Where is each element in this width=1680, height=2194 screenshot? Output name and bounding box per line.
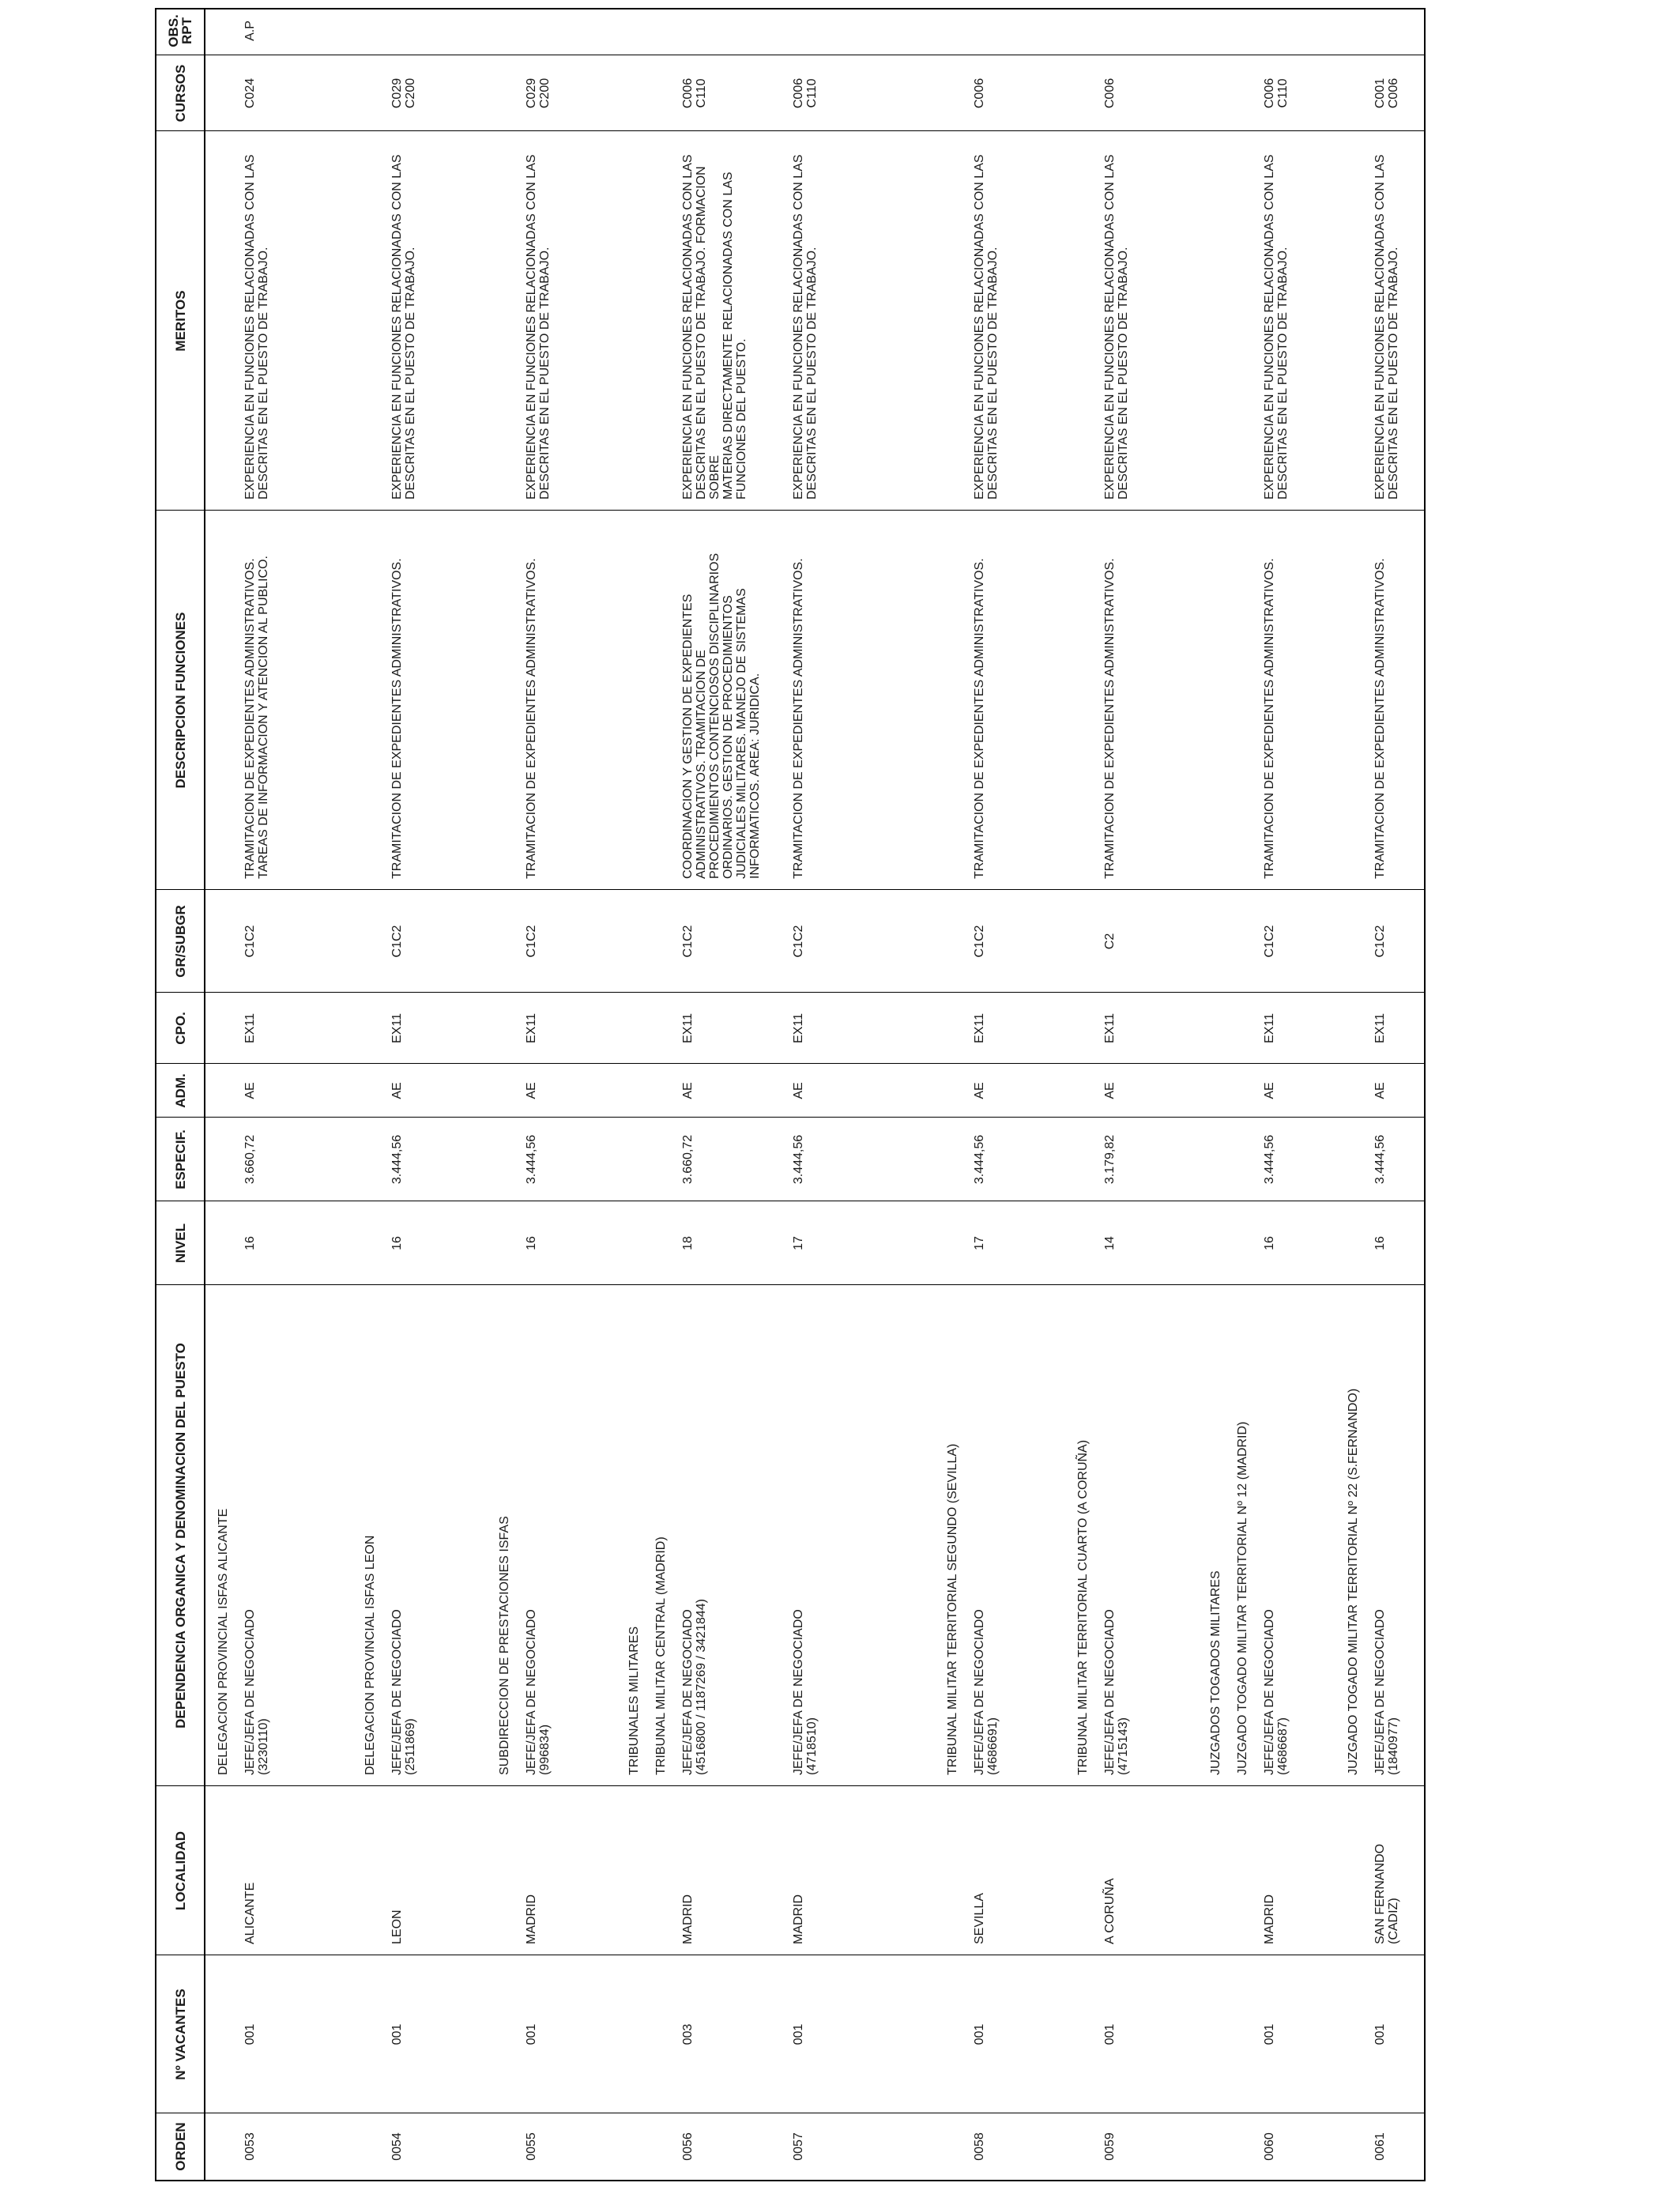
position-title: JEFE/JEFA DE NEGOCIADO (4718510) — [792, 1609, 819, 1775]
corps: EX11 — [243, 1013, 257, 1043]
table-header — [156, 9, 205, 2180]
functions-description: TRAMITACION DE EXPEDIENTES ADMINISTRATIVOS. — [973, 558, 986, 879]
vacancies-count: 001 — [1263, 2023, 1276, 2045]
organization-label: JUZGADOS TOGADOS MILITARES — [1209, 1570, 1222, 1775]
position-title: JEFE/JEFA DE NEGOCIADO (4686687) — [1263, 1609, 1290, 1775]
level: 16 — [1263, 1236, 1276, 1250]
locality: MADRID — [681, 1894, 695, 1944]
vacancies-count: 001 — [243, 2023, 257, 2045]
order-number: 0055 — [525, 2132, 538, 2161]
position-title: JEFE/JEFA DE NEGOCIADO (996834) — [525, 1609, 552, 1775]
group-subgroup: C1C2 — [525, 925, 538, 958]
specific-supplement: 3.179,82 — [1103, 1134, 1117, 1185]
header-grsubgr: GR/SUBGR — [172, 905, 188, 978]
vacancies-count: 001 — [525, 2023, 538, 2045]
order-number: 0058 — [973, 2132, 986, 2161]
position-title: JEFE/JEFA DE NEGOCIADO (4516800 / 1187269 / 3421844) — [681, 1598, 708, 1775]
header-orden: ORDEN — [172, 2122, 188, 2171]
level: 16 — [390, 1236, 404, 1250]
functions-description: TRAMITACION DE EXPEDIENTES ADMINISTRATIVOS. — [1263, 558, 1276, 879]
courses: C006 C110 — [681, 77, 708, 109]
specific-supplement: 3.444,56 — [390, 1134, 404, 1185]
vacancies-count: 001 — [390, 2023, 404, 2045]
organization-label: JUZGADO TOGADO MILITAR TERRITORIAL Nº 12 (MADRID) — [1236, 1421, 1249, 1775]
header-vacantes: Nº VACANTES — [172, 1989, 188, 2080]
header-localidad: LOCALIDAD — [172, 1830, 188, 1911]
order-number: 0059 — [1103, 2132, 1117, 2161]
group-subgroup: C1C2 — [243, 925, 257, 958]
position-title: JEFE/JEFA DE NEGOCIADO (2511869) — [390, 1609, 417, 1775]
courses: C024 — [243, 77, 257, 109]
administration: AE — [1263, 1082, 1276, 1099]
group-subgroup: C2 — [1103, 933, 1117, 950]
locality: MADRID — [1263, 1894, 1276, 1944]
column-divider — [156, 1117, 1424, 1118]
position-title: JEFE/JEFA DE NEGOCIADO (3230110) — [243, 1609, 270, 1775]
locality: ALICANTE — [243, 1882, 257, 1944]
header-nivel: NIVEL — [172, 1223, 188, 1264]
level: 18 — [681, 1236, 695, 1250]
level: 17 — [792, 1236, 805, 1250]
vacancies-count: 001 — [792, 2023, 805, 2045]
position-title: JEFE/JEFA DE NEGOCIADO (4715143) — [1103, 1609, 1130, 1775]
order-number: 0054 — [390, 2132, 404, 2161]
merits: EXPERIENCIA EN FUNCIONES RELACIONADAS CON LAS DESCRITAS EN EL PUESTO DE TRABAJO. — [792, 154, 819, 499]
vacancies-count: 003 — [681, 2023, 695, 2045]
corps: EX11 — [681, 1013, 695, 1043]
corps: EX11 — [1103, 1013, 1117, 1043]
functions-description: COORDINACION Y GESTION DE EXPEDIENTES ADMINISTRATIVOS. TRAMITACION DE PROCEDIMIENTOS CONTENCIOSOS DISCIPLINARIOS ORDINARIOS. GESTION DE PROCEDIMIENTOS JUDICIALES MILITARES. MANEJO DE SISTEMAS INFORMATICOS. AREA: JURIDICA. — [681, 552, 762, 879]
locality: MADRID — [525, 1894, 538, 1944]
organization-label: SUBDIRECCION DE PRESTACIONES ISFAS — [498, 1516, 511, 1775]
functions-description: TRAMITACION DE EXPEDIENTES ADMINISTRATIVOS. — [1373, 558, 1387, 879]
specific-supplement: 3.444,56 — [525, 1134, 538, 1185]
header-especif: ESPECIF. — [172, 1129, 188, 1189]
header-adm: ADM. — [172, 1073, 188, 1108]
order-number: 0061 — [1373, 2132, 1387, 2161]
header-cursos: CURSOS — [172, 64, 188, 123]
order-number: 0056 — [681, 2132, 695, 2161]
level: 16 — [1373, 1236, 1387, 1250]
merits: EXPERIENCIA EN FUNCIONES RELACIONADAS CON LAS DESCRITAS EN EL PUESTO DE TRABAJO. — [243, 154, 270, 499]
courses: C001 C006 — [1373, 77, 1400, 109]
locality: A CORUÑA — [1103, 1878, 1117, 1944]
administration: AE — [243, 1082, 257, 1099]
level: 17 — [973, 1236, 986, 1250]
administration: AE — [390, 1082, 404, 1099]
corps: EX11 — [792, 1013, 805, 1043]
courses: C006 C110 — [792, 77, 819, 109]
level: 16 — [525, 1236, 538, 1250]
functions-description: TRAMITACION DE EXPEDIENTES ADMINISTRATIVOS. — [390, 558, 404, 879]
group-subgroup: C1C2 — [973, 925, 986, 958]
functions-description: TRAMITACION DE EXPEDIENTES ADMINISTRATIVOS. TAREAS DE INFORMACION Y ATENCION AL PUBLICO. — [243, 556, 270, 879]
corps: EX11 — [525, 1013, 538, 1043]
position-title: JEFE/JEFA DE NEGOCIADO (4686691) — [973, 1609, 1000, 1775]
courses: C029 C200 — [390, 77, 417, 109]
organization-label: DELEGACION PROVINCIAL ISFAS ALICANTE — [217, 1508, 230, 1775]
locality: LEON — [390, 1909, 404, 1944]
header-obs: OBS. RPT — [166, 14, 194, 47]
column-divider — [156, 130, 1424, 131]
courses: C029 C200 — [525, 77, 552, 109]
column-divider — [156, 889, 1424, 890]
order-number: 0053 — [243, 2132, 257, 2161]
column-divider — [156, 510, 1424, 511]
corps: EX11 — [1263, 1013, 1276, 1043]
rotated-table-page — [155, 8, 1426, 2181]
functions-description: TRAMITACION DE EXPEDIENTES ADMINISTRATIVOS. — [1103, 558, 1117, 879]
group-subgroup: C1C2 — [390, 925, 404, 958]
specific-supplement: 3.444,56 — [1373, 1134, 1387, 1185]
administration: AE — [973, 1082, 986, 1099]
column-divider — [156, 1785, 1424, 1786]
merits: EXPERIENCIA EN FUNCIONES RELACIONADAS CON LAS DESCRITAS EN EL PUESTO DE TRABAJO. — [390, 154, 417, 499]
header-cpo: CPO. — [172, 1012, 188, 1045]
organization-label: TRIBUNALES MILITARES — [627, 1626, 641, 1775]
administration: AE — [1373, 1082, 1387, 1099]
organization-label: TRIBUNAL MILITAR TERRITORIAL SEGUNDO (SEVILLA) — [946, 1443, 959, 1775]
header-meritos: MERITOS — [172, 290, 188, 352]
specific-supplement: 3.660,72 — [681, 1134, 695, 1185]
corps: EX11 — [1373, 1013, 1387, 1043]
specific-supplement: 3.444,56 — [973, 1134, 986, 1185]
administration: AE — [525, 1082, 538, 1099]
specific-supplement: 3.660,72 — [243, 1134, 257, 1185]
courses: C006 — [1103, 77, 1117, 109]
group-subgroup: C1C2 — [1263, 925, 1276, 958]
merits: EXPERIENCIA EN FUNCIONES RELACIONADAS CON LAS DESCRITAS EN EL PUESTO DE TRABAJO. — [973, 154, 1000, 499]
header-dependencia: DEPENDENCIA ORGANICA Y DENOMINACION DEL PUESTO — [172, 1343, 188, 1728]
order-number: 0060 — [1263, 2132, 1276, 2161]
administration: AE — [792, 1082, 805, 1099]
vacancies-count: 001 — [973, 2023, 986, 2045]
merits: EXPERIENCIA EN FUNCIONES RELACIONADAS CON LAS DESCRITAS EN EL PUESTO DE TRABAJO. FORMACION SOBRE MATERIAS DIRECTAMENTE RELACIONADAS CON LAS FUNCIONES DEL PUESTO. — [681, 154, 748, 499]
locality: SAN FERNANDO (CADIZ) — [1373, 1843, 1400, 1944]
organization-label: DELEGACION PROVINCIAL ISFAS LEON — [363, 1535, 377, 1775]
courses: C006 — [973, 77, 986, 109]
observations: A.P — [243, 21, 257, 41]
position-title: JEFE/JEFA DE NEGOCIADO (1840977) — [1373, 1609, 1400, 1775]
group-subgroup: C1C2 — [792, 925, 805, 958]
order-number: 0057 — [792, 2132, 805, 2161]
merits: EXPERIENCIA EN FUNCIONES RELACIONADAS CON LAS DESCRITAS EN EL PUESTO DE TRABAJO. — [1263, 154, 1290, 499]
organization-label: TRIBUNAL MILITAR CENTRAL (MADRID) — [654, 1536, 668, 1775]
merits: EXPERIENCIA EN FUNCIONES RELACIONADAS CON LAS DESCRITAS EN EL PUESTO DE TRABAJO. — [525, 154, 552, 499]
locality: MADRID — [792, 1894, 805, 1944]
column-divider — [156, 1284, 1424, 1285]
group-subgroup: C1C2 — [1373, 925, 1387, 958]
courses: C006 C110 — [1263, 77, 1290, 109]
administration: AE — [1103, 1082, 1117, 1099]
organization-label: JUZGADO TOGADO MILITAR TERRITORIAL Nº 22 (S.FERNANDO) — [1347, 1388, 1360, 1775]
header-funciones: DESCRIPCION FUNCIONES — [172, 612, 188, 789]
corps: EX11 — [973, 1013, 986, 1043]
locality: SEVILLA — [973, 1893, 986, 1944]
functions-description: TRAMITACION DE EXPEDIENTES ADMINISTRATIVOS. — [792, 558, 805, 879]
vacancies-count: 001 — [1103, 2023, 1117, 2045]
group-subgroup: C1C2 — [681, 925, 695, 958]
administration: AE — [681, 1082, 695, 1099]
vacancies-count: 001 — [1373, 2023, 1387, 2045]
functions-description: TRAMITACION DE EXPEDIENTES ADMINISTRATIVOS. — [525, 558, 538, 879]
corps: EX11 — [390, 1013, 404, 1043]
level: 16 — [243, 1236, 257, 1250]
specific-supplement: 3.444,56 — [792, 1134, 805, 1185]
organization-label: TRIBUNAL MILITAR TERRITORIAL CUARTO (A CORUÑA) — [1076, 1439, 1090, 1775]
column-divider — [156, 992, 1424, 993]
column-divider — [156, 1063, 1424, 1064]
merits: EXPERIENCIA EN FUNCIONES RELACIONADAS CON LAS DESCRITAS EN EL PUESTO DE TRABAJO. — [1373, 154, 1400, 499]
merits: EXPERIENCIA EN FUNCIONES RELACIONADAS CON LAS DESCRITAS EN EL PUESTO DE TRABAJO. — [1103, 154, 1130, 499]
level: 14 — [1103, 1236, 1117, 1250]
specific-supplement: 3.444,56 — [1263, 1134, 1276, 1185]
